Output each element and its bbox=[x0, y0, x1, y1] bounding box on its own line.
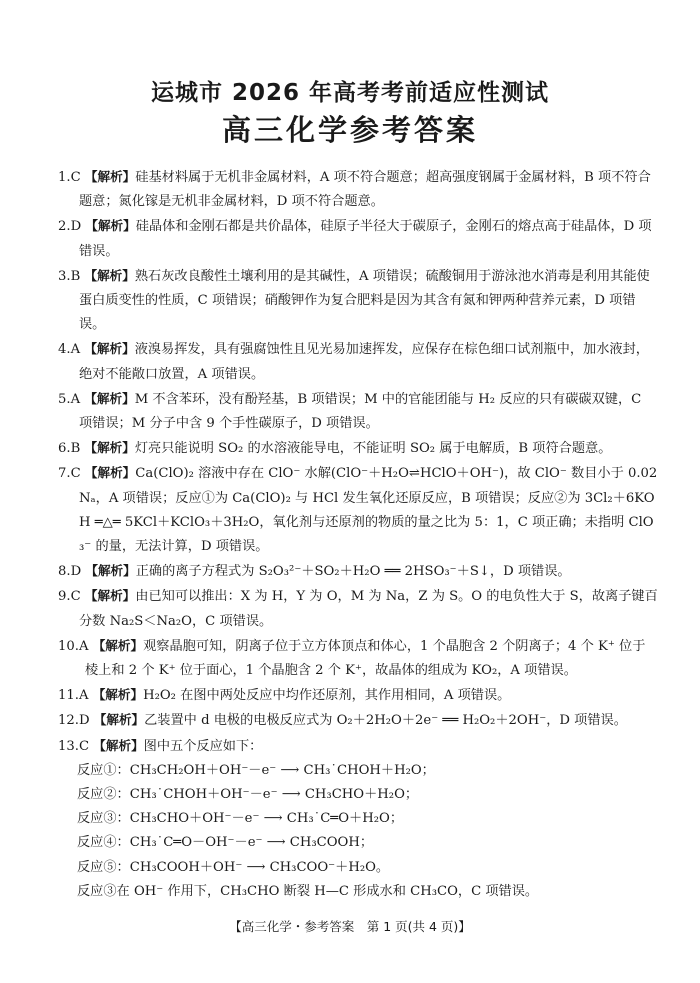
answer-text: 正确的离子方程式为 S₂O₃²⁻＋SO₂＋H₂O ══ 2HSO₃⁻＋S↓，D 项错误。 bbox=[135, 564, 571, 580]
answer-title: 高三化学参考答案 bbox=[221, 113, 478, 147]
answer-item-8 bbox=[58, 559, 658, 584]
answer-text: Ca(ClO)₂ 溶液中存在 ClO⁻ 水解(ClO⁻＋H₂O⇌HClO＋OH⁻)，故 ClO⁻ 数目小于 0.02Nₐ，A 项错误；反应①为 Ca(ClO)₂ 与 HCl 发生氧化还原反应，B 项错误；反应②为 3Cl₂＋6KOH ═△═ 5KCl＋KClO₃＋3H₂O，氧化剂与还原剂的物质的量之比为 5：1，C 项正确；未指明 ClO₃⁻ 的量，无法计算，D 项错误。 bbox=[79, 466, 658, 555]
answer-number: 12.D bbox=[58, 713, 90, 729]
answer-text: 乙装置中 d 电极的电极反应式为 O₂＋2H₂O＋2e⁻ ══ H₂O₂＋2OH⁻，D 项错误。 bbox=[144, 713, 627, 729]
answer-item-1 bbox=[58, 165, 658, 214]
answer-item-11 bbox=[58, 683, 658, 708]
reaction-line-2: 反应②：CH₃˙CHOH＋OH⁻－e⁻ ⟶ CH₃CHO＋H₂O； bbox=[77, 787, 419, 803]
analysis-tag: 【解析】 bbox=[84, 169, 136, 184]
answer-text: 由已知可以推出：X 为 H，Y 为 O，M 为 Na，Z 为 S。O 的电负性大于 S，故离子键百分数 Na₂S＜Na₂O，C 项错误。 bbox=[79, 589, 658, 629]
answer-item-9 bbox=[58, 584, 658, 633]
analysis-tag: 【解析】 bbox=[84, 267, 135, 283]
answer-item-6 bbox=[58, 436, 658, 461]
analysis-tag: 【解析】 bbox=[93, 737, 144, 753]
answer-number: 2.D bbox=[58, 219, 82, 235]
answer-text: 灯亮只能说明 SO₂ 的水溶液能导电，不能证明 SO₂ 属于电解质，B 项符合题意。 bbox=[134, 441, 612, 457]
analysis-tag: 【解析】 bbox=[84, 588, 136, 604]
reaction-line-1: 反应①：CH₃CH₂OH＋OH⁻－e⁻ ⟶ CH₃˙CHOH＋H₂O； bbox=[77, 762, 435, 778]
answer-text: M 不含苯环，没有酚羟基，B 项错误；M 中的官能团能与 H₂ 反应的只有碳碳双键，C 项错误；M 分子中含 9 个手性碳原子，D 项错误。 bbox=[79, 391, 642, 432]
answer-number: 1.C bbox=[58, 170, 81, 185]
answer-text: H₂O₂ 在图中两处反应中均作还原剂，其作用相同，A 项错误。 bbox=[143, 688, 511, 704]
answer-item-12 bbox=[58, 708, 658, 733]
answer-number: 4.A bbox=[58, 342, 81, 358]
reaction-line-5: 反应⑤：CH₃COOH＋OH⁻ ⟶ CH₃COO⁻＋H₂O。 bbox=[77, 859, 390, 875]
reaction-conclusion: 反应③在 OH⁻ 作用下，CH₃CHO 断裂 H—C 形成水和 CH₃CO，C 项错误。 bbox=[77, 883, 539, 899]
answer-text: 图中五个反应如下： bbox=[143, 738, 263, 754]
analysis-tag: 【解析】 bbox=[84, 390, 135, 406]
analysis-tag: 【解析】 bbox=[85, 563, 136, 579]
answer-number: 10.A bbox=[58, 638, 89, 654]
analysis-tag: 【解析】 bbox=[92, 637, 144, 653]
answer-text: 硅晶体和金刚石都是共价晶体，硅原子半径大于碳原子，金刚石的熔点高于硅晶体，D 项错误。 bbox=[79, 219, 652, 259]
answer-item-3 bbox=[58, 264, 658, 338]
answer-item-5 bbox=[58, 387, 658, 436]
answer-number: 9.C bbox=[58, 589, 81, 605]
reaction-line-4: 反应④：CH₃˙C═O－OH⁻－e⁻ ⟶ CH₃COOH； bbox=[77, 835, 374, 851]
answer-number: 8.D bbox=[58, 564, 82, 580]
page-footer: 【高三化学・参考答案 第 1 页(共 4 页)】 bbox=[229, 919, 471, 934]
answer-number: 11.A bbox=[58, 688, 89, 704]
analysis-tag: 【解析】 bbox=[85, 218, 136, 234]
analysis-tag: 【解析】 bbox=[92, 687, 144, 703]
exam-title: 运城市 2026 年高考考前适应性测试 bbox=[150, 80, 550, 106]
answer-number: 13.C bbox=[58, 738, 90, 754]
answer-item-7 bbox=[58, 461, 658, 559]
reaction-line-3: 反应③：CH₃CHO＋OH⁻－e⁻ ⟶ CH₃˙C═O＋H₂O； bbox=[77, 811, 404, 827]
answer-item-10 bbox=[58, 634, 658, 683]
answer-number: 3.B bbox=[58, 268, 81, 284]
answer-text: 硅基材料属于无机非金属材料，A 项不符合题意；超高强度钢属于金属材料，B 项不符合题意；氮化镓是无机非金属材料，D 项不符合题意。 bbox=[79, 170, 651, 210]
answer-number: 7.C bbox=[58, 466, 81, 482]
answer-text: 熟石灰改良酸性土壤利用的是其碱性，A 项错误；硫酸铜用于游泳池水消毒是利用其能使蛋白质变性的性质，C 项错误；硝酸钾作为复合肥料是因为其含有氮和钾两种营养元素，D 项错误。 bbox=[79, 268, 650, 333]
answer-text: 液溴易挥发，具有强腐蚀性且见光易加速挥发，应保存在棕色细口试剂瓶中，加水液封，绝对不能敞口放置，A 项错误。 bbox=[79, 342, 649, 382]
answer-item-13 bbox=[58, 734, 658, 759]
answer-number: 5.A bbox=[58, 391, 81, 407]
answer-list bbox=[58, 165, 658, 904]
answer-number: 6.B bbox=[58, 441, 81, 457]
analysis-tag: 【解析】 bbox=[84, 341, 135, 357]
answer-item-4 bbox=[58, 337, 658, 386]
analysis-tag: 【解析】 bbox=[84, 465, 136, 481]
analysis-tag: 【解析】 bbox=[93, 712, 145, 728]
answer-text: 观察晶胞可知，阴离子位于立方体顶点和体心，1 个晶胞含 2 个阴离子；4 个 K⁺ 位于棱上和 2 个 K⁺ 位于面心，1 个晶胞含 2 个 K⁺，故晶体的组成为 KO₂，A 项错误。 bbox=[85, 638, 646, 679]
analysis-tag: 【解析】 bbox=[84, 440, 135, 456]
answer-item-2 bbox=[58, 214, 658, 263]
